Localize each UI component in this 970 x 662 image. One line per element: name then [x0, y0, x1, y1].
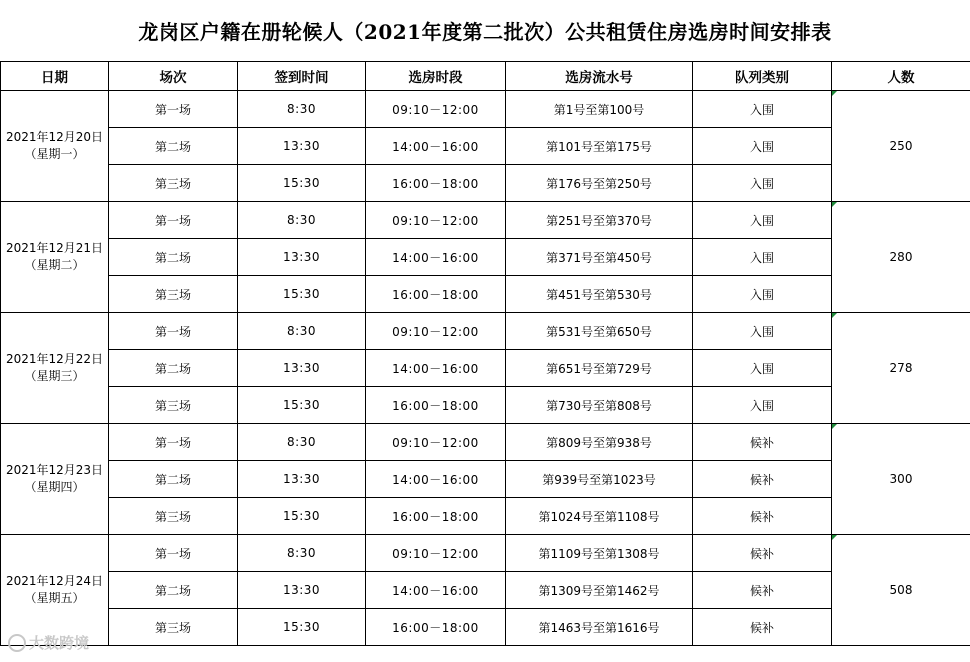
session-cell: 第三场 — [109, 609, 238, 646]
queue-type-cell: 入围 — [693, 387, 832, 424]
session-cell: 第二场 — [109, 239, 238, 276]
serial-number-cell: 第651号至第729号 — [506, 350, 693, 387]
checkin-time-cell: 8:30 — [238, 313, 366, 350]
queue-type-cell: 候补 — [693, 461, 832, 498]
session-cell: 第一场 — [109, 202, 238, 239]
session-cell: 第三场 — [109, 165, 238, 202]
header-checkin-time: 签到时间 — [238, 62, 366, 91]
serial-number-cell: 第1463号至第1616号 — [506, 609, 693, 646]
table-row — [1, 535, 970, 572]
table-row — [1, 276, 970, 313]
checkin-time-cell: 13:30 — [238, 572, 366, 609]
session-cell: 第三场 — [109, 276, 238, 313]
header-serial-number: 选房流水号 — [506, 62, 693, 91]
page-title: 龙岗区户籍在册轮候人（2021年度第二批次）公共租赁住房选房时间安排表 — [138, 20, 832, 44]
checkin-time-cell: 8:30 — [238, 202, 366, 239]
table-row — [1, 609, 970, 646]
date-text: 2021年12月20日 — [5, 130, 104, 144]
session-cell: 第三场 — [109, 498, 238, 535]
weekday-text: （星期二） — [24, 258, 85, 272]
checkin-time-cell: 8:30 — [238, 91, 366, 128]
checkin-time-cell: 13:30 — [238, 239, 366, 276]
serial-number-cell: 第451号至第530号 — [506, 276, 693, 313]
checkin-time-cell: 15:30 — [238, 498, 366, 535]
count-cell: 508 — [832, 535, 970, 646]
selection-period-cell: 09:10－12:00 — [366, 202, 506, 239]
checkin-time-cell: 8:30 — [238, 424, 366, 461]
queue-type-cell: 入围 — [693, 128, 832, 165]
date-text: 2021年12月24日 — [5, 574, 104, 588]
session-cell: 第二场 — [109, 572, 238, 609]
serial-number-cell: 第251号至第370号 — [506, 202, 693, 239]
weekday-text: （星期五） — [24, 591, 85, 605]
weekday-text: （星期一） — [24, 147, 85, 161]
checkin-time-cell: 15:30 — [238, 609, 366, 646]
selection-period-cell: 16:00－18:00 — [366, 387, 506, 424]
session-cell: 第一场 — [109, 535, 238, 572]
date-text: 2021年12月22日 — [5, 352, 104, 366]
header-selection-period: 选房时段 — [366, 62, 506, 91]
selection-period-cell: 14:00－16:00 — [366, 461, 506, 498]
queue-type-cell: 候补 — [693, 535, 832, 572]
serial-number-cell: 第1109号至第1308号 — [506, 535, 693, 572]
table-row — [1, 424, 970, 461]
table-header-row — [1, 62, 970, 91]
table-row — [1, 165, 970, 202]
header-count: 人数 — [832, 62, 970, 91]
queue-type-cell: 入围 — [693, 239, 832, 276]
selection-period-cell: 16:00－18:00 — [366, 498, 506, 535]
session-cell: 第三场 — [109, 387, 238, 424]
date-cell — [1, 535, 109, 646]
table-row — [1, 313, 970, 350]
queue-type-cell: 候补 — [693, 498, 832, 535]
table-row — [1, 202, 970, 239]
selection-period-cell: 16:00－18:00 — [366, 276, 506, 313]
queue-type-cell: 入围 — [693, 91, 832, 128]
date-text: 2021年12月23日 — [5, 463, 104, 477]
session-cell: 第一场 — [109, 91, 238, 128]
serial-number-cell: 第176号至第250号 — [506, 165, 693, 202]
table-row — [1, 387, 970, 424]
count-cell: 250 — [832, 91, 970, 202]
selection-period-cell: 14:00－16:00 — [366, 128, 506, 165]
session-cell: 第一场 — [109, 424, 238, 461]
date-cell — [1, 424, 109, 535]
queue-type-cell: 候补 — [693, 572, 832, 609]
checkin-time-cell: 13:30 — [238, 128, 366, 165]
session-cell: 第二场 — [109, 350, 238, 387]
header-session: 场次 — [109, 62, 238, 91]
serial-number-cell: 第101号至第175号 — [506, 128, 693, 165]
table-row — [1, 239, 970, 276]
serial-number-cell: 第809号至第938号 — [506, 424, 693, 461]
serial-number-cell: 第1309号至第1462号 — [506, 572, 693, 609]
checkin-time-cell: 15:30 — [238, 387, 366, 424]
table-row — [1, 461, 970, 498]
watermark-text: 大数跨境 — [29, 634, 90, 652]
queue-type-cell: 入围 — [693, 165, 832, 202]
serial-number-cell: 第1024号至第1108号 — [506, 498, 693, 535]
queue-type-cell: 入围 — [693, 350, 832, 387]
count-cell: 278 — [832, 313, 970, 424]
selection-period-cell: 09:10－12:00 — [366, 313, 506, 350]
selection-period-cell: 14:00－16:00 — [366, 239, 506, 276]
weekday-text: （星期四） — [24, 480, 85, 494]
queue-type-cell: 候补 — [693, 424, 832, 461]
weekday-text: （星期三） — [24, 369, 85, 383]
table-body — [1, 91, 970, 646]
session-cell: 第一场 — [109, 313, 238, 350]
serial-number-cell: 第939号至第1023号 — [506, 461, 693, 498]
header-queue-type: 队列类别 — [693, 62, 832, 91]
queue-type-cell: 入围 — [693, 276, 832, 313]
checkin-time-cell: 13:30 — [238, 350, 366, 387]
serial-number-cell: 第730号至第808号 — [506, 387, 693, 424]
header-date: 日期 — [1, 62, 109, 91]
selection-period-cell: 09:10－12:00 — [366, 535, 506, 572]
date-cell — [1, 313, 109, 424]
checkin-time-cell: 15:30 — [238, 276, 366, 313]
session-cell: 第二场 — [109, 128, 238, 165]
count-cell: 300 — [832, 424, 970, 535]
queue-type-cell: 入围 — [693, 313, 832, 350]
date-cell — [1, 202, 109, 313]
selection-period-cell: 09:10－12:00 — [366, 91, 506, 128]
session-cell: 第二场 — [109, 461, 238, 498]
date-text: 2021年12月21日 — [5, 241, 104, 255]
selection-period-cell: 14:00－16:00 — [366, 350, 506, 387]
table-row — [1, 498, 970, 535]
date-cell — [1, 91, 109, 202]
selection-period-cell: 16:00－18:00 — [366, 609, 506, 646]
queue-type-cell: 入围 — [693, 202, 832, 239]
selection-period-cell: 09:10－12:00 — [366, 424, 506, 461]
checkin-time-cell: 13:30 — [238, 461, 366, 498]
table-row — [1, 91, 970, 128]
checkin-time-cell: 15:30 — [238, 165, 366, 202]
checkin-time-cell: 8:30 — [238, 535, 366, 572]
count-cell: 280 — [832, 202, 970, 313]
selection-period-cell: 16:00－18:00 — [366, 165, 506, 202]
table-row — [1, 572, 970, 609]
table-row — [1, 128, 970, 165]
serial-number-cell: 第1号至第100号 — [506, 91, 693, 128]
queue-type-cell: 候补 — [693, 609, 832, 646]
selection-period-cell: 14:00－16:00 — [366, 572, 506, 609]
schedule-table — [0, 61, 970, 646]
serial-number-cell: 第371号至第450号 — [506, 239, 693, 276]
table-row — [1, 350, 970, 387]
serial-number-cell: 第531号至第650号 — [506, 313, 693, 350]
